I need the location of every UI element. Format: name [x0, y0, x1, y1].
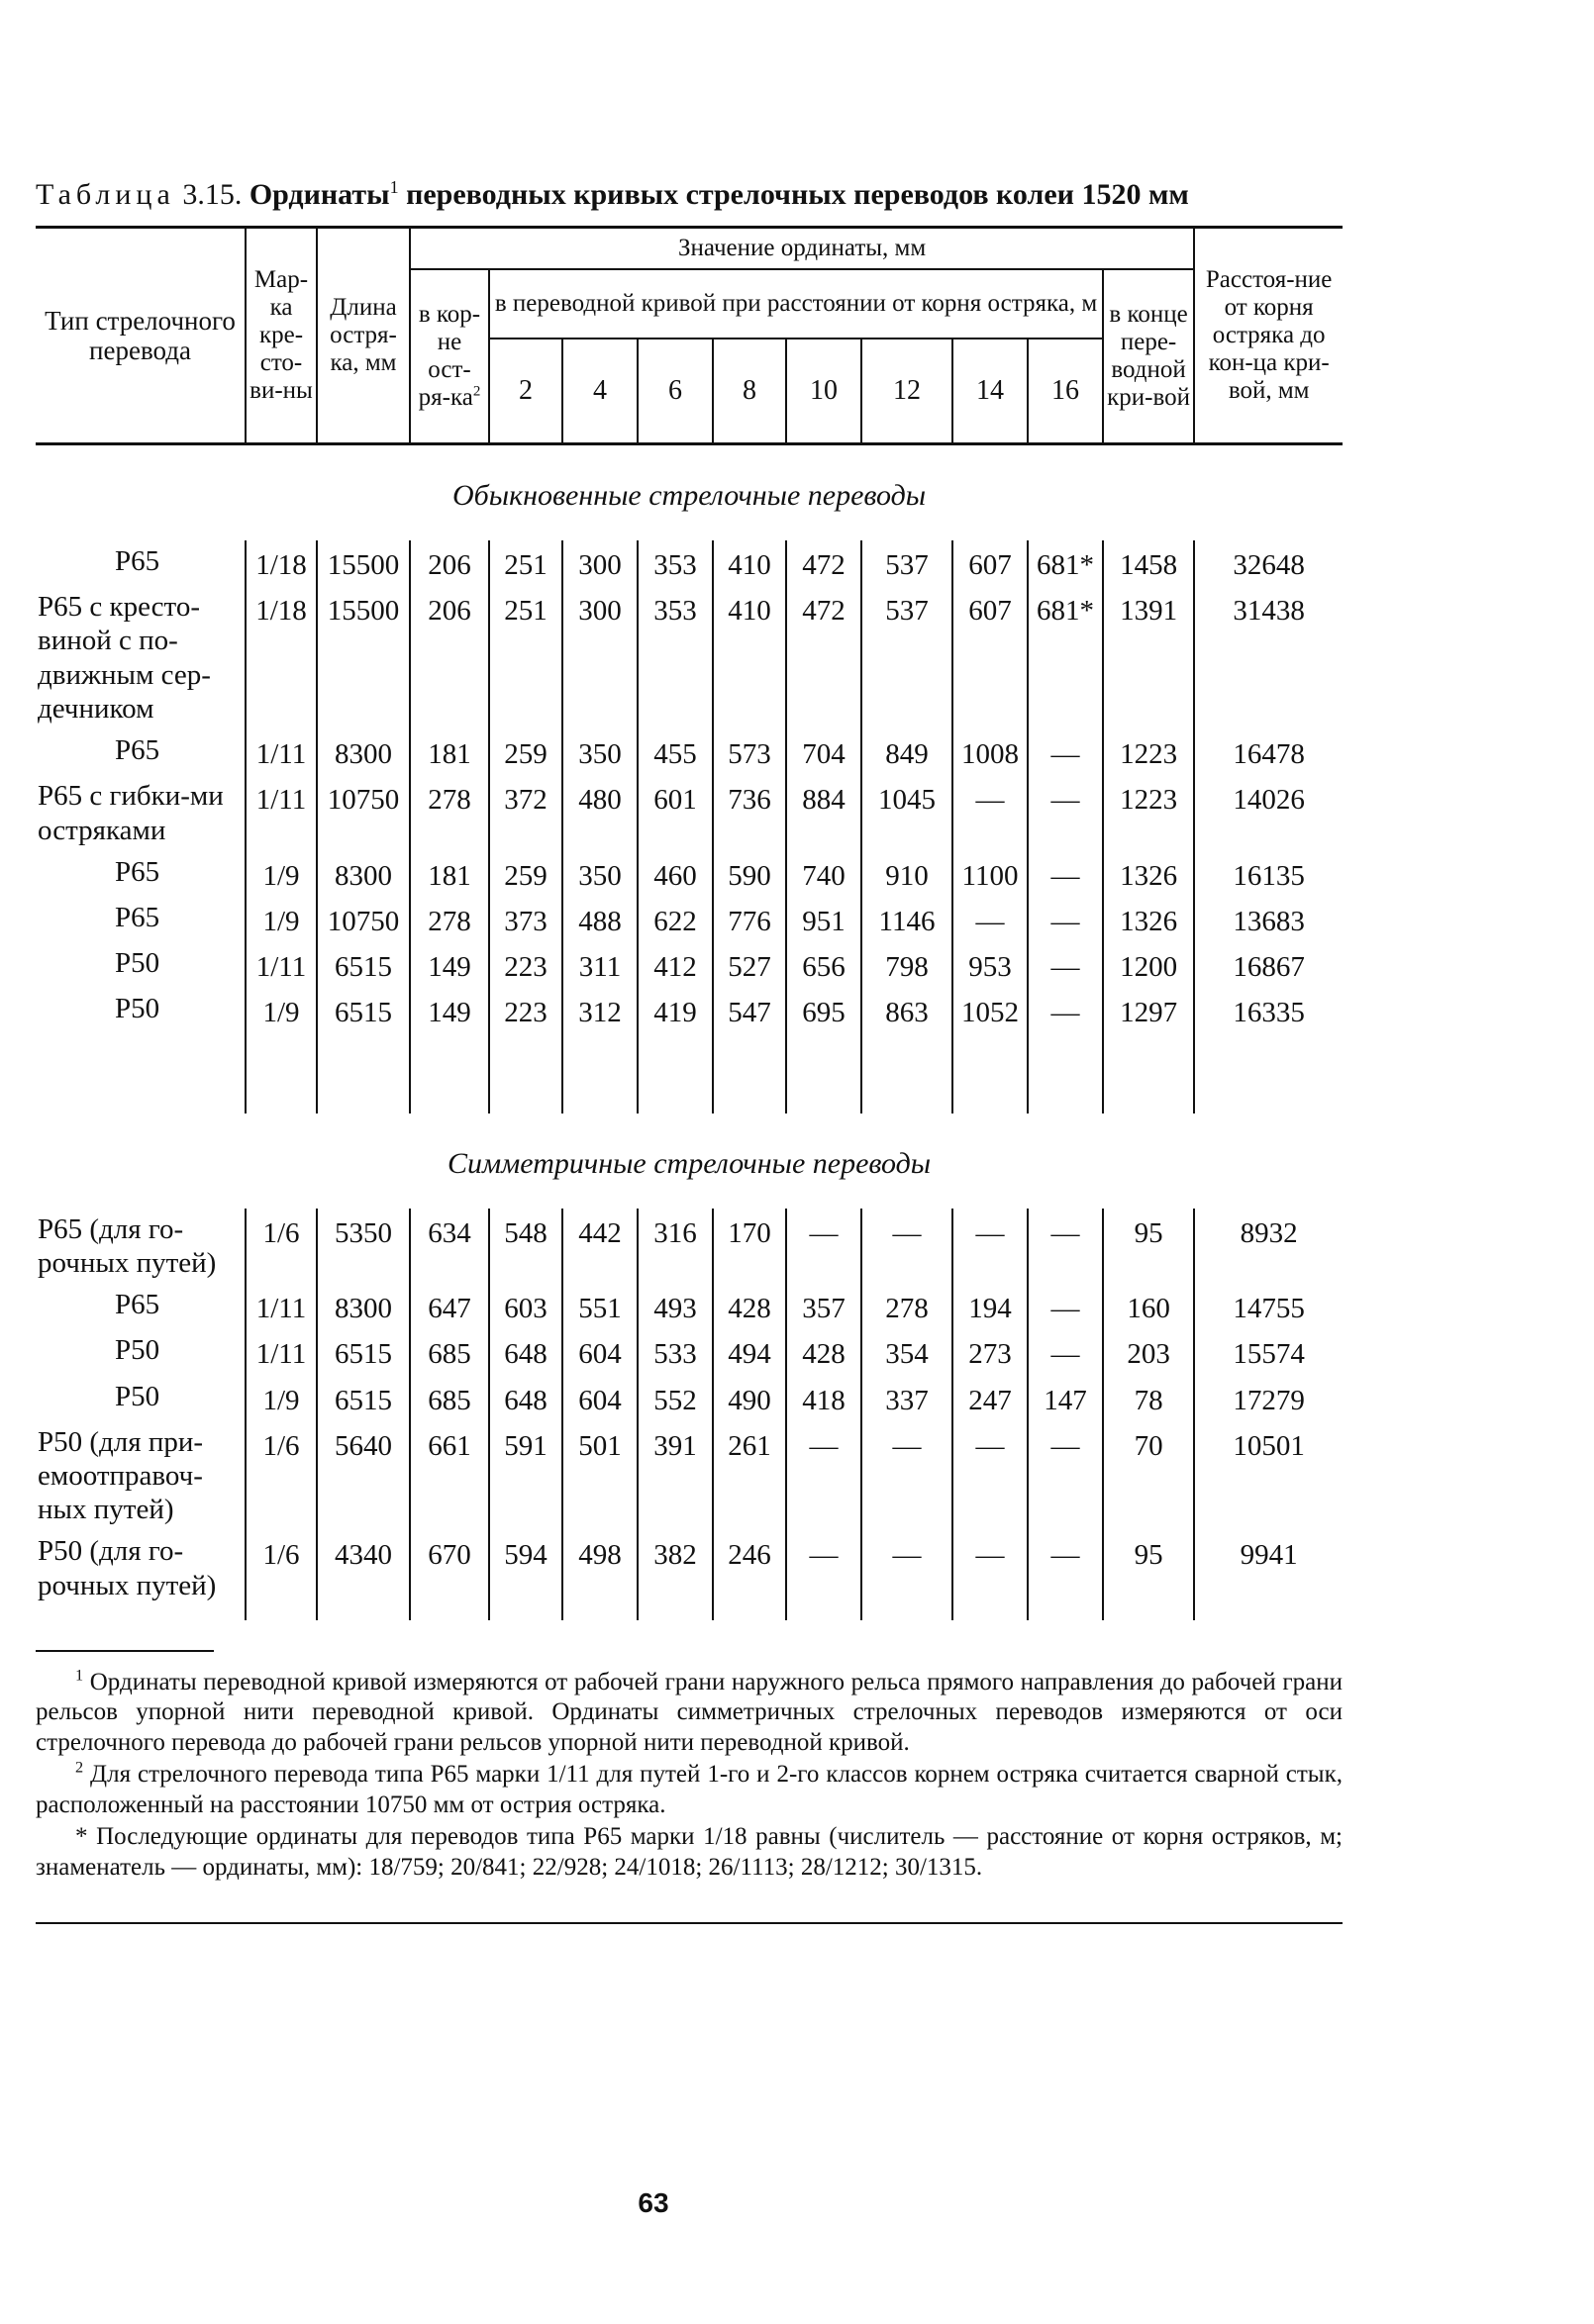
- cell-distance: 8932: [1194, 1209, 1343, 1284]
- cell-ordinate: 273: [952, 1329, 1028, 1375]
- header-curve-group: в переводной кривой при расстоянии от корня остряка, м: [489, 269, 1103, 339]
- cell-ordinate: 548: [489, 1209, 562, 1284]
- cell-length: 6515: [317, 942, 410, 988]
- cell-root: 670: [410, 1530, 489, 1605]
- cell-type: Р50: [36, 1329, 246, 1375]
- footnotes: [36, 1668, 1343, 1884]
- table-row: [36, 540, 1343, 586]
- cell-ordinate: 410: [713, 540, 786, 586]
- cell-ordinate: 472: [786, 586, 861, 729]
- cell-ordinate: 603: [489, 1284, 562, 1329]
- cell-end: 78: [1103, 1376, 1194, 1421]
- cell-ordinate: 501: [562, 1421, 638, 1531]
- cell-ordinate: 460: [638, 851, 713, 897]
- cell-root: 149: [410, 942, 489, 988]
- cell-ordinate: —: [1028, 942, 1103, 988]
- table-row: [36, 1421, 1343, 1531]
- cell-ordinate: —: [861, 1530, 952, 1605]
- cell-ordinate: 357: [786, 1284, 861, 1329]
- cell-end: 1391: [1103, 586, 1194, 729]
- cell-ordinate: 776: [713, 897, 786, 942]
- header-distance-14: 14: [952, 339, 1028, 444]
- cell-ordinate: 1100: [952, 851, 1028, 897]
- cell-ordinate: 316: [638, 1209, 713, 1284]
- header-value-group: Значение ординаты, мм: [410, 228, 1194, 270]
- header-root-footnote: 2: [472, 383, 481, 400]
- footnote: [36, 1760, 1343, 1820]
- cell-distance: 15574: [1194, 1329, 1343, 1375]
- page: [36, 178, 1343, 1924]
- footnote-mark: 2: [75, 1758, 84, 1777]
- caption-title-rest: переводных кривых стрелочных переводов колеи 1520 мм: [406, 178, 1189, 211]
- ordinates-table: [36, 226, 1343, 1620]
- cell-end: 1223: [1103, 775, 1194, 850]
- cell-ordinate: 455: [638, 729, 713, 775]
- cell-length: 6515: [317, 1329, 410, 1375]
- cell-ordinate: 607: [952, 540, 1028, 586]
- cell-ordinate: 849: [861, 729, 952, 775]
- header-distance-4: 4: [562, 339, 638, 444]
- cell-end: 160: [1103, 1284, 1194, 1329]
- cell-ordinate: 552: [638, 1376, 713, 1421]
- cell-ordinate: —: [952, 1209, 1028, 1284]
- cell-ordinate: 300: [562, 586, 638, 729]
- cell-ordinate: 604: [562, 1376, 638, 1421]
- cell-ordinate: 311: [562, 942, 638, 988]
- table-row: [36, 851, 1343, 897]
- cell-length: 6515: [317, 1376, 410, 1421]
- table-row: [36, 1209, 1343, 1284]
- cell-ordinate: 704: [786, 729, 861, 775]
- cell-mark: 1/18: [246, 540, 317, 586]
- cell-ordinate: 488: [562, 897, 638, 942]
- cell-ordinate: 372: [489, 775, 562, 850]
- cell-ordinate: 259: [489, 851, 562, 897]
- cell-length: 5350: [317, 1209, 410, 1284]
- cell-ordinate: 1045: [861, 775, 952, 850]
- cell-ordinate: —: [786, 1421, 861, 1531]
- table-row: [36, 1329, 1343, 1375]
- cell-ordinate: 354: [861, 1329, 952, 1375]
- cell-end: 1200: [1103, 942, 1194, 988]
- cell-mark: 1/6: [246, 1209, 317, 1284]
- cell-ordinate: —: [786, 1209, 861, 1284]
- cell-ordinate: —: [861, 1209, 952, 1284]
- cell-mark: 1/9: [246, 988, 317, 1033]
- cell-ordinate: —: [952, 1421, 1028, 1531]
- cell-ordinate: 428: [713, 1284, 786, 1329]
- header-distance-6: 6: [638, 339, 713, 444]
- cell-ordinate: 953: [952, 942, 1028, 988]
- footnote-mark: *: [75, 1823, 88, 1851]
- table-row: [36, 586, 1343, 729]
- cell-length: 5640: [317, 1421, 410, 1531]
- cell-root: 661: [410, 1421, 489, 1531]
- cell-length: 10750: [317, 775, 410, 850]
- table-row: [36, 897, 1343, 942]
- cell-ordinate: —: [1028, 988, 1103, 1033]
- cell-distance: 16867: [1194, 942, 1343, 988]
- cell-ordinate: 798: [861, 942, 952, 988]
- cell-mark: 1/9: [246, 851, 317, 897]
- cell-mark: 1/11: [246, 1284, 317, 1329]
- cell-mark: 1/9: [246, 1376, 317, 1421]
- cell-ordinate: —: [1028, 1329, 1103, 1375]
- cell-mark: 1/11: [246, 775, 317, 850]
- cell-ordinate: 573: [713, 729, 786, 775]
- cell-ordinate: 490: [713, 1376, 786, 1421]
- header-end: в конце пере-водной кри-вой: [1103, 269, 1194, 444]
- table-body: [36, 444, 1343, 1620]
- cell-length: 8300: [317, 851, 410, 897]
- footnote-mark: 1: [75, 1666, 84, 1685]
- cell-ordinate: —: [1028, 775, 1103, 850]
- cell-length: 10750: [317, 897, 410, 942]
- cell-ordinate: —: [1028, 1421, 1103, 1531]
- cell-ordinate: 493: [638, 1284, 713, 1329]
- table-row: [36, 988, 1343, 1033]
- cell-ordinate: 498: [562, 1530, 638, 1605]
- header-distance-12: 12: [861, 339, 952, 444]
- cell-end: 203: [1103, 1329, 1194, 1375]
- table-row: [36, 1376, 1343, 1421]
- header-distance-16: 16: [1028, 339, 1103, 444]
- cell-length: 6515: [317, 988, 410, 1033]
- cell-mark: 1/11: [246, 942, 317, 988]
- cell-ordinate: 278: [861, 1284, 952, 1329]
- cell-distance: 17279: [1194, 1376, 1343, 1421]
- cell-ordinate: —: [952, 897, 1028, 942]
- cell-ordinate: 428: [786, 1329, 861, 1375]
- cell-distance: 13683: [1194, 897, 1343, 942]
- footnote-text: Ординаты переводной кривой измеряются от рабочей грани наружного рельса прямого направления до рабочей грани рельсов упорной нити переводной кривой. Ординаты симметричных стрелочных переводов измеряются от оси стрелочного перевода до рабочей грани рельсов упорной нити переводной кривой.: [36, 1668, 1343, 1756]
- cell-distance: 10501: [1194, 1421, 1343, 1531]
- cell-length: 15500: [317, 540, 410, 586]
- footnote: [36, 1822, 1343, 1883]
- header-distance-2: 2: [489, 339, 562, 444]
- cell-ordinate: 604: [562, 1329, 638, 1375]
- table-header: [36, 228, 1343, 444]
- cell-root: 647: [410, 1284, 489, 1329]
- header-root: в кор-не ост-$ря-ка^2$: [410, 269, 489, 444]
- cell-distance: 16135: [1194, 851, 1343, 897]
- cell-ordinate: —: [1028, 1284, 1103, 1329]
- cell-type: Р65: [36, 1284, 246, 1329]
- cell-ordinate: 223: [489, 942, 562, 988]
- cell-end: 1223: [1103, 729, 1194, 775]
- cell-end: 70: [1103, 1421, 1194, 1531]
- cell-ordinate: 863: [861, 988, 952, 1033]
- cell-type: Р65: [36, 851, 246, 897]
- cell-root: 149: [410, 988, 489, 1033]
- cell-end: 95: [1103, 1209, 1194, 1284]
- cell-end: 1458: [1103, 540, 1194, 586]
- caption-footnote-mark: 1: [389, 177, 399, 197]
- cell-root: 181: [410, 851, 489, 897]
- cell-ordinate: 480: [562, 775, 638, 850]
- cell-ordinate: 223: [489, 988, 562, 1033]
- cell-type: Р50 (для го-рочных путей): [36, 1530, 246, 1605]
- cell-root: 634: [410, 1209, 489, 1284]
- cell-type: Р50: [36, 988, 246, 1033]
- cell-distance: 14755: [1194, 1284, 1343, 1329]
- cell-ordinate: 442: [562, 1209, 638, 1284]
- cell-ordinate: 594: [489, 1530, 562, 1605]
- cell-ordinate: 740: [786, 851, 861, 897]
- cell-type: Р50: [36, 1376, 246, 1421]
- cell-ordinate: 350: [562, 851, 638, 897]
- header-type: Тип стрелочного перевода: [36, 228, 246, 444]
- cell-ordinate: 494: [713, 1329, 786, 1375]
- table-row: [36, 1530, 1343, 1605]
- cell-ordinate: 622: [638, 897, 713, 942]
- cell-root: 278: [410, 775, 489, 850]
- cell-ordinate: 1052: [952, 988, 1028, 1033]
- cell-ordinate: 472: [786, 540, 861, 586]
- cell-length: 8300: [317, 1284, 410, 1329]
- cell-distance: 16335: [1194, 988, 1343, 1033]
- header-length: Длина остря-ка, мм: [317, 228, 410, 444]
- cell-ordinate: 251: [489, 586, 562, 729]
- header-mark: Мар-ка кре-сто-ви-ны: [246, 228, 317, 444]
- cell-ordinate: 261: [713, 1421, 786, 1531]
- cell-end: 1326: [1103, 897, 1194, 942]
- cell-ordinate: 951: [786, 897, 861, 942]
- cell-length: 4340: [317, 1530, 410, 1605]
- cell-ordinate: —: [952, 1530, 1028, 1605]
- cell-ordinate: 246: [713, 1530, 786, 1605]
- cell-ordinate: 1008: [952, 729, 1028, 775]
- cell-ordinate: —: [1028, 1530, 1103, 1605]
- cell-mark: 1/9: [246, 897, 317, 942]
- cell-length: 8300: [317, 729, 410, 775]
- cell-ordinate: 533: [638, 1329, 713, 1375]
- header-distance-10: 10: [786, 339, 861, 444]
- cell-ordinate: 681*: [1028, 586, 1103, 729]
- cell-ordinate: 537: [861, 586, 952, 729]
- cell-ordinate: 648: [489, 1329, 562, 1375]
- cell-ordinate: 551: [562, 1284, 638, 1329]
- footnote: [36, 1668, 1343, 1759]
- footnote-separator: [36, 1650, 214, 1652]
- table-caption: [36, 178, 1343, 212]
- cell-ordinate: 695: [786, 988, 861, 1033]
- cell-ordinate: 537: [861, 540, 952, 586]
- cell-ordinate: 591: [489, 1421, 562, 1531]
- cell-distance: 9941: [1194, 1530, 1343, 1605]
- caption-number: 3.15.: [182, 178, 243, 211]
- cell-ordinate: 590: [713, 851, 786, 897]
- cell-type: Р50: [36, 942, 246, 988]
- footnote-text: Для стрелочного перевода типа Р65 марки 1/11 для путей 1-го и 2-го классов корнем остряка считается сварной стык, расположенный на расстоянии 10750 мм от острия остряка.: [36, 1761, 1344, 1818]
- cell-mark: 1/6: [246, 1421, 317, 1531]
- cell-distance: 32648: [1194, 540, 1343, 586]
- cell-ordinate: —: [1028, 851, 1103, 897]
- cell-ordinate: 373: [489, 897, 562, 942]
- cell-root: 181: [410, 729, 489, 775]
- cell-ordinate: 251: [489, 540, 562, 586]
- cell-mark: 1/11: [246, 1329, 317, 1375]
- table-row: [36, 729, 1343, 775]
- cell-ordinate: 353: [638, 540, 713, 586]
- section-title: Обыкновенные стрелочные переводы: [452, 479, 927, 512]
- cell-ordinate: 648: [489, 1376, 562, 1421]
- cell-distance: 31438: [1194, 586, 1343, 729]
- cell-ordinate: 419: [638, 988, 713, 1033]
- cell-ordinate: 607: [952, 586, 1028, 729]
- cell-distance: 14026: [1194, 775, 1343, 850]
- caption-prefix: Таблица: [36, 178, 175, 211]
- cell-ordinate: 527: [713, 942, 786, 988]
- cell-ordinate: 300: [562, 540, 638, 586]
- cell-ordinate: 350: [562, 729, 638, 775]
- cell-ordinate: 382: [638, 1530, 713, 1605]
- cell-ordinate: 247: [952, 1376, 1028, 1421]
- cell-ordinate: 601: [638, 775, 713, 850]
- cell-ordinate: 656: [786, 942, 861, 988]
- table-row: [36, 1284, 1343, 1329]
- cell-end: 1297: [1103, 988, 1194, 1033]
- table-row: [36, 775, 1343, 850]
- cell-ordinate: 412: [638, 942, 713, 988]
- cell-mark: 1/6: [246, 1530, 317, 1605]
- cell-ordinate: —: [1028, 1209, 1103, 1284]
- cell-ordinate: —: [952, 775, 1028, 850]
- bottom-rule: [36, 1922, 1343, 1924]
- cell-mark: 1/18: [246, 586, 317, 729]
- cell-root: 206: [410, 586, 489, 729]
- header-distance: Расстоя-ние от корня остряка до кон-ца кри-вой, мм: [1194, 228, 1343, 444]
- cell-type: Р50 (для при-емоотправоч-ных путей): [36, 1421, 246, 1531]
- cell-type: Р65 с гибки-ми остряками: [36, 775, 246, 850]
- cell-ordinate: 547: [713, 988, 786, 1033]
- cell-ordinate: 312: [562, 988, 638, 1033]
- header-distance-8: 8: [713, 339, 786, 444]
- cell-ordinate: 337: [861, 1376, 952, 1421]
- cell-ordinate: 1146: [861, 897, 952, 942]
- cell-end: 95: [1103, 1530, 1194, 1605]
- cell-type: Р65: [36, 897, 246, 942]
- footnote-text: Последующие ординаты для переводов типа Р65 марки 1/18 равны (числитель — расстояние от корня остряков, м; знаменатель — ординаты, мм): 18/759; 20/841; 22/928; 24/1018; 26/1113; 28/1212; 30/1315.: [36, 1823, 1343, 1881]
- cell-root: 206: [410, 540, 489, 586]
- cell-length: 15500: [317, 586, 410, 729]
- section-title: Симметричные стрелочные переводы: [448, 1146, 932, 1180]
- cell-ordinate: 147: [1028, 1376, 1103, 1421]
- cell-root: 685: [410, 1376, 489, 1421]
- cell-ordinate: —: [1028, 729, 1103, 775]
- cell-end: 1326: [1103, 851, 1194, 897]
- cell-type: Р65: [36, 540, 246, 586]
- cell-root: 685: [410, 1329, 489, 1375]
- cell-type: Р65: [36, 729, 246, 775]
- page-number: 63: [638, 2187, 669, 2218]
- cell-ordinate: 681*: [1028, 540, 1103, 586]
- cell-ordinate: 736: [713, 775, 786, 850]
- cell-mark: 1/11: [246, 729, 317, 775]
- cell-ordinate: —: [861, 1421, 952, 1531]
- caption-title-main: Ординаты: [249, 178, 390, 211]
- cell-distance: 16478: [1194, 729, 1343, 775]
- cell-ordinate: 884: [786, 775, 861, 850]
- table-row: [36, 942, 1343, 988]
- cell-root: 278: [410, 897, 489, 942]
- cell-ordinate: 410: [713, 586, 786, 729]
- cell-ordinate: 910: [861, 851, 952, 897]
- cell-type: Р65 (для го-рочных путей): [36, 1209, 246, 1284]
- cell-ordinate: 170: [713, 1209, 786, 1284]
- cell-ordinate: —: [1028, 897, 1103, 942]
- cell-ordinate: 418: [786, 1376, 861, 1421]
- cell-ordinate: 259: [489, 729, 562, 775]
- cell-ordinate: 194: [952, 1284, 1028, 1329]
- cell-ordinate: 391: [638, 1421, 713, 1531]
- cell-ordinate: 353: [638, 586, 713, 729]
- cell-type: Р65 с кресто-виной с по-движным сер-дечником: [36, 586, 246, 729]
- cell-ordinate: —: [786, 1530, 861, 1605]
